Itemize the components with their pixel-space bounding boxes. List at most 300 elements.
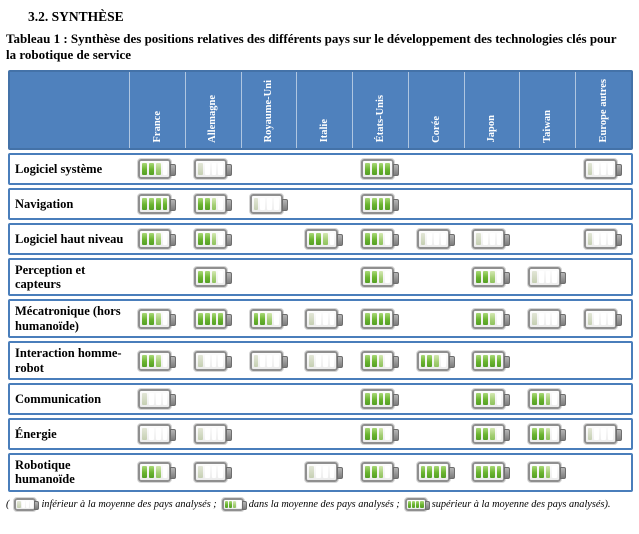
- column-header: [297, 72, 353, 148]
- battery-bar: [149, 198, 154, 210]
- battery-cell: [575, 301, 631, 336]
- battery-bar: [434, 355, 439, 367]
- battery-bar: [490, 233, 495, 245]
- battery-cell: [408, 225, 464, 253]
- battery-bar: [316, 233, 321, 245]
- battery-bar: [421, 355, 426, 367]
- battery-bar: [532, 428, 537, 440]
- battery-cell: [575, 420, 631, 448]
- battery-cell: [186, 343, 242, 378]
- battery-bar: [205, 271, 210, 283]
- battery-icon-mid: [138, 229, 171, 249]
- battery-bar: [149, 428, 154, 440]
- column-header-label: États-Unis: [374, 95, 386, 143]
- battery-bar: [476, 233, 481, 245]
- battery-cell: [241, 455, 297, 490]
- battery-bar: [267, 313, 272, 325]
- battery-bar: [142, 163, 147, 175]
- battery-icon-low: [528, 309, 561, 329]
- battery-bar: [490, 271, 495, 283]
- battery-bar: [441, 466, 446, 478]
- battery-bar: [408, 501, 411, 508]
- battery-cell: [520, 343, 576, 378]
- legend-text: supérieur à la moyenne des pays analysés).: [431, 498, 611, 510]
- battery-cell: [297, 155, 353, 183]
- battery-icon-low: [14, 498, 36, 511]
- battery-bar: [372, 355, 377, 367]
- legend-text: inférieur à la moyenne des pays analysés ;: [41, 498, 217, 510]
- battery-cell: [241, 301, 297, 336]
- battery-bar: [385, 271, 390, 283]
- battery-icon-low: [250, 351, 283, 371]
- battery-bar: [142, 198, 147, 210]
- battery-bar: [497, 233, 502, 245]
- battery-bar: [218, 428, 223, 440]
- battery-bar: [539, 313, 544, 325]
- battery-cell: [520, 385, 576, 413]
- battery-icon-high: [472, 351, 505, 371]
- battery-icon-high: [138, 194, 171, 214]
- battery-icon-high: [361, 389, 394, 409]
- battery-cell: [353, 455, 409, 490]
- battery-cell: [186, 301, 242, 336]
- battery-cell: [520, 190, 576, 218]
- battery-cell: [353, 420, 409, 448]
- column-header-label: Japon: [486, 115, 498, 143]
- battery-icon-mid: [222, 498, 244, 511]
- table-row: [8, 341, 633, 380]
- row-cells: [130, 155, 631, 183]
- battery-icon-mid: [472, 309, 505, 329]
- battery-icon-mid: [361, 351, 394, 371]
- battery-cell: [464, 260, 520, 295]
- battery-bar: [198, 271, 203, 283]
- battery-bar: [274, 355, 279, 367]
- row-cells: [130, 385, 631, 413]
- battery-bar: [483, 355, 488, 367]
- battery-cell: [408, 343, 464, 378]
- battery-cell: [520, 225, 576, 253]
- battery-icon-mid: [472, 267, 505, 287]
- battery-cell: [353, 260, 409, 295]
- battery-icon-high: [405, 498, 427, 511]
- battery-bar: [365, 393, 370, 405]
- battery-cell: [297, 225, 353, 253]
- row-label: Mécatronique (hors humanoïde): [15, 304, 121, 333]
- column-header-label: Europe autres: [597, 79, 609, 143]
- battery-bar: [490, 428, 495, 440]
- battery-cell: [464, 385, 520, 413]
- battery-bar: [323, 355, 328, 367]
- column-header: [130, 72, 186, 148]
- table-row: [8, 453, 633, 492]
- battery-bar: [372, 313, 377, 325]
- battery-cell: [186, 420, 242, 448]
- legend-text: dans la moyenne des pays analysés ;: [248, 498, 400, 510]
- battery-icon-mid: [138, 309, 171, 329]
- battery-cell: [353, 385, 409, 413]
- battery-bar: [142, 428, 147, 440]
- battery-bar: [546, 271, 551, 283]
- battery-cell: [575, 385, 631, 413]
- battery-bar: [233, 501, 236, 508]
- battery-cell: [130, 225, 186, 253]
- row-cells: [130, 190, 631, 218]
- battery-bar: [156, 428, 161, 440]
- battery-bar: [309, 466, 314, 478]
- battery-bar: [267, 355, 272, 367]
- battery-icon-mid: [138, 462, 171, 482]
- battery-bar: [594, 163, 599, 175]
- battery-bar: [156, 355, 161, 367]
- battery-cell: [353, 343, 409, 378]
- battery-cell: [297, 420, 353, 448]
- battery-cell: [575, 455, 631, 490]
- battery-bar: [156, 466, 161, 478]
- battery-bar: [218, 271, 223, 283]
- battery-icon-low: [305, 462, 338, 482]
- battery-bar: [483, 428, 488, 440]
- battery-bar: [608, 233, 613, 245]
- battery-bar: [421, 233, 426, 245]
- battery-icon-mid: [361, 229, 394, 249]
- battery-bar: [330, 233, 335, 245]
- battery-cell: [408, 420, 464, 448]
- table-body: [8, 153, 633, 492]
- battery-cell: [241, 225, 297, 253]
- battery-cell: [130, 190, 186, 218]
- column-header: [242, 72, 298, 148]
- battery-bar: [365, 313, 370, 325]
- battery-cell: [353, 225, 409, 253]
- table-header: [8, 70, 633, 150]
- battery-bar: [149, 313, 154, 325]
- battery-bar: [588, 163, 593, 175]
- row-label: Robotique humanoïde: [15, 457, 75, 487]
- battery-bar: [309, 355, 314, 367]
- battery-bar: [372, 163, 377, 175]
- battery-cell: [353, 190, 409, 218]
- battery-icon-mid: [361, 462, 394, 482]
- battery-bar: [254, 198, 259, 210]
- battery-bar: [323, 233, 328, 245]
- battery-cell: [575, 225, 631, 253]
- battery-icon-low: [472, 229, 505, 249]
- battery-bar: [156, 198, 161, 210]
- table-row: [8, 258, 633, 297]
- battery-bar: [218, 233, 223, 245]
- battery-icon-mid: [305, 229, 338, 249]
- battery-bar: [205, 466, 210, 478]
- battery-bar: [198, 198, 203, 210]
- battery-bar: [316, 313, 321, 325]
- battery-cell: [241, 343, 297, 378]
- battery-icon-mid: [250, 309, 283, 329]
- battery-bar: [385, 163, 390, 175]
- battery-bar: [163, 198, 168, 210]
- row-cells: [130, 455, 631, 490]
- battery-bar: [552, 393, 557, 405]
- battery-bar: [212, 271, 217, 283]
- battery-icon-mid: [361, 424, 394, 444]
- battery-bar: [379, 198, 384, 210]
- column-header: [186, 72, 242, 148]
- battery-bar: [205, 428, 210, 440]
- battery-bar: [316, 466, 321, 478]
- battery-bar: [594, 428, 599, 440]
- battery-bar: [532, 466, 537, 478]
- battery-bar: [539, 393, 544, 405]
- battery-bar: [142, 466, 147, 478]
- battery-bar: [205, 198, 210, 210]
- battery-icon-low: [194, 424, 227, 444]
- section-heading: 3.2. SYNTHÈSE: [28, 9, 124, 24]
- battery-bar: [476, 466, 481, 478]
- battery-icon-mid: [528, 389, 561, 409]
- battery-bar: [490, 313, 495, 325]
- battery-bar: [156, 163, 161, 175]
- battery-bar: [588, 428, 593, 440]
- battery-bar: [205, 233, 210, 245]
- battery-cell: [130, 420, 186, 448]
- battery-bar: [163, 466, 168, 478]
- battery-bar: [205, 313, 210, 325]
- battery-cell: [464, 225, 520, 253]
- battery-bar: [379, 355, 384, 367]
- row-cells: [130, 301, 631, 336]
- battery-bar: [379, 393, 384, 405]
- battery-bar: [594, 313, 599, 325]
- battery-cell: [408, 385, 464, 413]
- battery-cell: [297, 260, 353, 295]
- battery-bar: [552, 466, 557, 478]
- battery-cell: [464, 190, 520, 218]
- battery-bar: [323, 313, 328, 325]
- battery-cell: [464, 343, 520, 378]
- battery-bar: [588, 313, 593, 325]
- battery-bar: [483, 233, 488, 245]
- battery-bar: [427, 233, 432, 245]
- battery-bar: [198, 355, 203, 367]
- battery-bar: [483, 393, 488, 405]
- column-header-label: Allemagne: [207, 94, 219, 143]
- battery-bar: [163, 393, 168, 405]
- battery-cell: [575, 260, 631, 295]
- battery-cell: [408, 455, 464, 490]
- battery-bar: [434, 233, 439, 245]
- battery-bar: [156, 393, 161, 405]
- battery-bar: [601, 428, 606, 440]
- battery-bar: [372, 233, 377, 245]
- battery-cell: [464, 420, 520, 448]
- battery-bar: [608, 428, 613, 440]
- battery-bar: [198, 313, 203, 325]
- battery-icon-low: [138, 389, 171, 409]
- battery-icon-low: [417, 229, 450, 249]
- battery-bar: [497, 428, 502, 440]
- battery-bar: [156, 313, 161, 325]
- battery-bar: [323, 466, 328, 478]
- battery-cell: [520, 420, 576, 448]
- battery-bar: [30, 501, 33, 508]
- battery-cell: [297, 455, 353, 490]
- legend: [4, 498, 639, 511]
- battery-bar: [497, 271, 502, 283]
- battery-bar: [156, 233, 161, 245]
- battery-bar: [260, 355, 265, 367]
- battery-bar: [539, 271, 544, 283]
- battery-bar: [379, 313, 384, 325]
- battery-bar: [483, 313, 488, 325]
- row-label: Logiciel haut niveau: [15, 231, 124, 246]
- battery-cell: [241, 260, 297, 295]
- battery-bar: [601, 233, 606, 245]
- battery-bar: [22, 501, 25, 508]
- row-label: Navigation: [15, 196, 74, 211]
- battery-icon-high: [194, 309, 227, 329]
- battery-icon-mid: [528, 462, 561, 482]
- battery-bar: [212, 313, 217, 325]
- battery-bar: [149, 355, 154, 367]
- battery-bar: [372, 393, 377, 405]
- battery-cell: [241, 420, 297, 448]
- battery-bar: [218, 355, 223, 367]
- battery-bar: [497, 355, 502, 367]
- battery-bar: [267, 198, 272, 210]
- battery-bar: [330, 313, 335, 325]
- table-row: [8, 223, 633, 255]
- battery-bar: [316, 355, 321, 367]
- battery-cell: [353, 155, 409, 183]
- battery-bar: [532, 313, 537, 325]
- battery-icon-mid: [138, 351, 171, 371]
- battery-bar: [218, 163, 223, 175]
- battery-bar: [427, 355, 432, 367]
- battery-bar: [490, 355, 495, 367]
- battery-cell: [408, 155, 464, 183]
- battery-icon-low: [584, 159, 617, 179]
- battery-bar: [532, 271, 537, 283]
- battery-bar: [379, 163, 384, 175]
- battery-bar: [427, 466, 432, 478]
- battery-icon-low: [584, 309, 617, 329]
- battery-bar: [379, 466, 384, 478]
- battery-cell: [186, 455, 242, 490]
- battery-cell: [464, 301, 520, 336]
- battery-bar: [546, 313, 551, 325]
- battery-bar: [476, 393, 481, 405]
- battery-bar: [434, 466, 439, 478]
- battery-bar: [476, 271, 481, 283]
- battery-bar: [539, 428, 544, 440]
- battery-bar: [205, 355, 210, 367]
- battery-bar: [198, 233, 203, 245]
- battery-bar: [218, 466, 223, 478]
- row-label: Communication: [15, 391, 102, 406]
- battery-bar: [497, 313, 502, 325]
- column-header: [353, 72, 409, 148]
- battery-bar: [588, 233, 593, 245]
- battery-bar: [17, 501, 20, 508]
- battery-bar: [163, 428, 168, 440]
- battery-bar: [497, 393, 502, 405]
- table-row: [8, 299, 633, 338]
- battery-icon-low: [194, 462, 227, 482]
- battery-icon-mid: [417, 351, 450, 371]
- battery-bar: [476, 428, 481, 440]
- battery-icon-high: [472, 462, 505, 482]
- row-label: Interaction homme-robot: [15, 346, 122, 375]
- battery-cell: [297, 343, 353, 378]
- table-caption: Tableau 1 : Synthèse des positions relatives des différents pays sur le développement des technologies clés pour la robotique de service: [6, 31, 617, 62]
- battery-bar: [163, 355, 168, 367]
- battery-bar: [594, 233, 599, 245]
- battery-bar: [212, 355, 217, 367]
- battery-bar: [149, 466, 154, 478]
- battery-cell: [520, 155, 576, 183]
- battery-icon-low: [138, 424, 171, 444]
- battery-bar: [142, 313, 147, 325]
- battery-bar: [385, 355, 390, 367]
- battery-bar: [26, 501, 29, 508]
- battery-cell: [186, 385, 242, 413]
- column-header: [576, 72, 631, 148]
- battery-bar: [260, 313, 265, 325]
- battery-cell: [408, 190, 464, 218]
- battery-bar: [365, 198, 370, 210]
- battery-bar: [149, 393, 154, 405]
- battery-cell: [186, 260, 242, 295]
- battery-icon-mid: [472, 389, 505, 409]
- battery-cell: [575, 190, 631, 218]
- battery-icon-low: [305, 309, 338, 329]
- battery-bar: [212, 428, 217, 440]
- battery-bar: [385, 198, 390, 210]
- battery-cell: [130, 343, 186, 378]
- battery-bar: [365, 233, 370, 245]
- battery-bar: [420, 501, 423, 508]
- battery-bar: [483, 466, 488, 478]
- column-header: [409, 72, 465, 148]
- battery-bar: [254, 355, 259, 367]
- battery-cell: [520, 260, 576, 295]
- battery-bar: [309, 233, 314, 245]
- battery-cell: [297, 190, 353, 218]
- battery-cell: [520, 301, 576, 336]
- battery-bar: [552, 271, 557, 283]
- battery-bar: [497, 466, 502, 478]
- battery-cell: [130, 455, 186, 490]
- battery-bar: [546, 428, 551, 440]
- battery-bar: [601, 163, 606, 175]
- battery-bar: [365, 355, 370, 367]
- row-cells: [130, 420, 631, 448]
- synthesis-table: [8, 70, 633, 492]
- row-cells: [130, 225, 631, 253]
- battery-icon-high: [417, 462, 450, 482]
- battery-cell: [464, 155, 520, 183]
- battery-cell: [186, 190, 242, 218]
- battery-bar: [483, 271, 488, 283]
- battery-icon-high: [361, 159, 394, 179]
- battery-bar: [198, 163, 203, 175]
- battery-bar: [198, 466, 203, 478]
- battery-bar: [539, 466, 544, 478]
- battery-bar: [552, 428, 557, 440]
- battery-cell: [130, 301, 186, 336]
- battery-cell: [575, 343, 631, 378]
- battery-icon-high: [361, 309, 394, 329]
